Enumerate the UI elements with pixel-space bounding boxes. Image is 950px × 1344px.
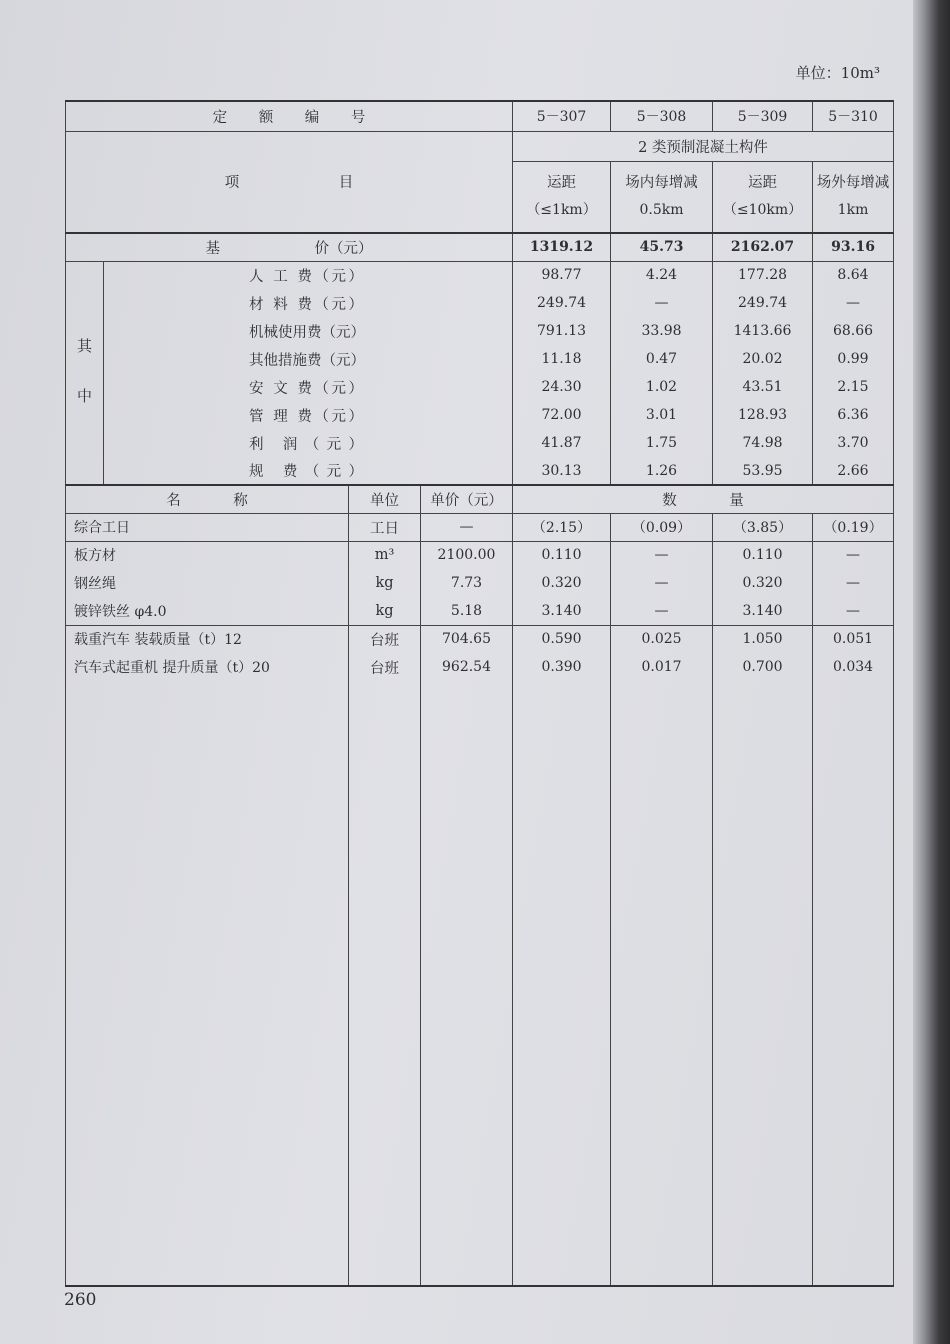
breakdown-value: 177.28: [713, 261, 813, 289]
resource-quantity: （0.19）: [813, 513, 894, 541]
breakdown-label-cell: [104, 373, 513, 401]
resource-name: 钢丝绳: [66, 569, 349, 597]
resource-row-galvanized-wire: [66, 597, 894, 625]
resource-quantity: （2.15）: [513, 513, 611, 541]
resource-quantity: 0.034: [813, 653, 894, 681]
resource-quantity: 3.140: [513, 597, 611, 625]
resource-row-wire-rope: [66, 569, 894, 597]
breakdown-label-cell: [104, 261, 513, 289]
breakdown-label-cell: [104, 289, 513, 317]
group-title-row: [66, 131, 894, 161]
quota-code: 5－307: [513, 101, 611, 131]
empty-cell: [611, 681, 713, 1286]
unit-note: 单位：10m³: [795, 64, 880, 82]
resource-quantity: 3.140: [713, 597, 813, 625]
breakdown-value: 1.26: [611, 457, 713, 485]
breakdown-value: 128.93: [713, 401, 813, 429]
breakdown-row-profit: [66, 429, 894, 457]
breakdown-value: 4.24: [611, 261, 713, 289]
resource-name: 镀锌铁丝 φ4.0: [66, 597, 349, 625]
breakdown-value: 72.00: [513, 401, 611, 429]
resource-quantity: 0.110: [513, 541, 611, 569]
breakdown-value: —: [813, 289, 894, 317]
breakdown-value: 6.36: [813, 401, 894, 429]
empty-cell: [813, 681, 894, 1286]
base-price-value: 1319.12: [513, 233, 611, 261]
base-price-row: [66, 233, 894, 261]
breakdown-value: 2.15: [813, 373, 894, 401]
subtitle-line2: 1km: [837, 201, 869, 218]
breakdown-label: 其他措施费（元）: [249, 352, 365, 369]
resource-quantity: 0.017: [611, 653, 713, 681]
resource-price: 5.18: [421, 597, 513, 625]
code-label: 定 额 编 号: [212, 109, 366, 126]
breakdown-value: 43.51: [713, 373, 813, 401]
resource-quantity: 0.025: [611, 625, 713, 653]
resource-unit: 台班: [349, 653, 421, 681]
breakdown-label-cell: [104, 345, 513, 373]
col-header-price: 单价（元）: [421, 485, 513, 513]
breakdown-value: 8.64: [813, 261, 894, 289]
resource-quantity: 0.590: [513, 625, 611, 653]
breakdown-value: 53.95: [713, 457, 813, 485]
breakdown-group-cell: [66, 261, 104, 485]
resource-name: 板方材: [66, 541, 349, 569]
base-price-value: 45.73: [611, 233, 713, 261]
subtitle-line1: 运距: [748, 174, 778, 191]
breakdown-label: 管 理 费（元）: [249, 408, 363, 425]
empty-cell: [349, 681, 421, 1286]
breakdown-value: 11.18: [513, 345, 611, 373]
empty-cell: [713, 681, 813, 1286]
breakdown-value: 0.47: [611, 345, 713, 373]
resource-quantity: 0.051: [813, 625, 894, 653]
breakdown-value: —: [611, 289, 713, 317]
breakdown-value: 98.77: [513, 261, 611, 289]
empty-cell: [66, 681, 349, 1286]
item-label-cell: [66, 131, 513, 233]
subtitle-line2: （≤1km）: [526, 201, 597, 218]
code-label-cell: [66, 101, 513, 131]
resource-row-crane: [66, 653, 894, 681]
empty-cell: [513, 681, 611, 1286]
base-price-value: 93.16: [813, 233, 894, 261]
breakdown-label: 规 费（元）: [249, 464, 363, 480]
resource-row-truck: [66, 625, 894, 653]
col-header-quantity-cell: [513, 485, 894, 513]
breakdown-row-management: [66, 401, 894, 429]
resource-price: 7.73: [450, 575, 483, 591]
resource-quantity: —: [813, 597, 894, 625]
breakdown-value: 74.98: [713, 429, 813, 457]
resource-name: 载重汽车 装载质量（t）12: [66, 625, 349, 653]
breakdown-row-machinery: [66, 317, 894, 345]
breakdown-label-cell: [104, 457, 513, 485]
base-price-value: 2162.07: [713, 233, 813, 261]
code-row: [66, 101, 894, 131]
breakdown-value: 249.74: [513, 289, 611, 317]
quota-code: 5－310: [813, 101, 894, 131]
resource-name: 汽车式起重机 提升质量（t）20: [66, 653, 349, 681]
breakdown-label: 利 润（元）: [249, 436, 363, 453]
subtitle-line1: 运距: [547, 174, 577, 191]
breakdown-label-cell: [104, 401, 513, 429]
resource-quantity: 0.390: [513, 653, 611, 681]
resource-quantity: 1.050: [713, 625, 813, 653]
resource-unit: 台班: [349, 625, 421, 653]
resource-quantity: 0.700: [713, 653, 813, 681]
resource-price: —: [421, 513, 513, 541]
breakdown-value: 41.87: [513, 429, 611, 457]
breakdown-value: 1413.66: [713, 317, 813, 345]
resource-quantity: 0.110: [713, 541, 813, 569]
breakdown-value: 24.30: [513, 373, 611, 401]
breakdown-row-material: [66, 289, 894, 317]
group-title: 2 类预制混凝土构件: [513, 131, 894, 161]
breakdown-value: 3.01: [611, 401, 713, 429]
resource-quantity: —: [813, 569, 894, 597]
resource-quantity: （3.85）: [713, 513, 813, 541]
resource-price: 2100.00: [437, 547, 496, 564]
breakdown-value: 20.02: [713, 345, 813, 373]
item-label: 项 目: [224, 175, 354, 192]
subtitle-cell: [813, 161, 894, 233]
breakdown-value: 1.75: [611, 429, 713, 457]
breakdown-row-safety-civil: [66, 373, 894, 401]
subtitle-line1: 场内每增减: [625, 174, 698, 191]
quota-code: 5－308: [611, 101, 713, 131]
resource-unit: 工日: [349, 513, 421, 541]
breakdown-label: 材 料 费（元）: [249, 296, 363, 313]
resource-quantity: —: [611, 541, 713, 569]
breakdown-value: 30.13: [513, 457, 611, 485]
breakdown-label: 人 工 费（元）: [249, 268, 363, 285]
breakdown-value: 0.99: [813, 345, 894, 373]
quota-table: [65, 100, 894, 1287]
resource-row-labor-days: [66, 513, 894, 541]
breakdown-value: 2.66: [813, 457, 894, 485]
resource-price: 962.54: [442, 659, 491, 675]
breakdown-value: 3.70: [813, 429, 894, 457]
resource-quantity: （0.09）: [611, 513, 713, 541]
resource-quantity: 0.320: [513, 569, 611, 597]
col-header-unit: 单位: [349, 485, 421, 513]
resource-unit: kg: [349, 569, 421, 597]
subtitle-line2: 0.5km: [639, 201, 684, 218]
base-price-label-cell: [66, 233, 513, 261]
breakdown-row-other-measures: [66, 345, 894, 373]
resource-name: 综合工日: [66, 513, 349, 541]
subtitle-cell: [513, 161, 611, 233]
subtitle-cell: [611, 161, 713, 233]
subtitle-line2: （≤10km）: [722, 201, 803, 218]
breakdown-label-cell: [104, 317, 513, 345]
resource-quantity: —: [813, 541, 894, 569]
resource-row-timber: [66, 541, 894, 569]
resource-unit: m³: [349, 541, 421, 569]
resource-quantity: 0.320: [713, 569, 813, 597]
page-binding-edge: [913, 0, 950, 1344]
breakdown-label: 机械使用费（元）: [249, 324, 365, 341]
quota-code: 5－309: [713, 101, 813, 131]
resource-unit: kg: [349, 597, 421, 625]
breakdown-group-label: 其中: [75, 338, 93, 439]
breakdown-value: 1.02: [611, 373, 713, 401]
col-header-name-cell: [66, 485, 349, 513]
col-header-name: 名 称: [166, 492, 248, 509]
breakdown-value: 33.98: [611, 317, 713, 345]
col-header-quantity: 数 量: [662, 492, 744, 509]
breakdown-row-labor: [66, 261, 894, 289]
subtitle-cell: [713, 161, 813, 233]
breakdown-label-cell: [104, 429, 513, 457]
breakdown-label: 安 文 费（元）: [249, 380, 363, 397]
breakdown-row-fees: [66, 457, 894, 485]
resource-quantity: —: [611, 597, 713, 625]
page-number: 260: [64, 1290, 97, 1310]
base-price-label: 基 价（元）: [205, 240, 373, 257]
breakdown-value: 249.74: [713, 289, 813, 317]
breakdown-value: 791.13: [513, 317, 611, 345]
resource-quantity: —: [611, 569, 713, 597]
empty-filler-row: [66, 681, 894, 1286]
resources-header-row: [66, 485, 894, 513]
resource-price: 704.65: [442, 631, 491, 648]
empty-cell: [421, 681, 513, 1286]
subtitle-line1: 场外每增减: [816, 174, 890, 191]
breakdown-value: 68.66: [813, 317, 894, 345]
